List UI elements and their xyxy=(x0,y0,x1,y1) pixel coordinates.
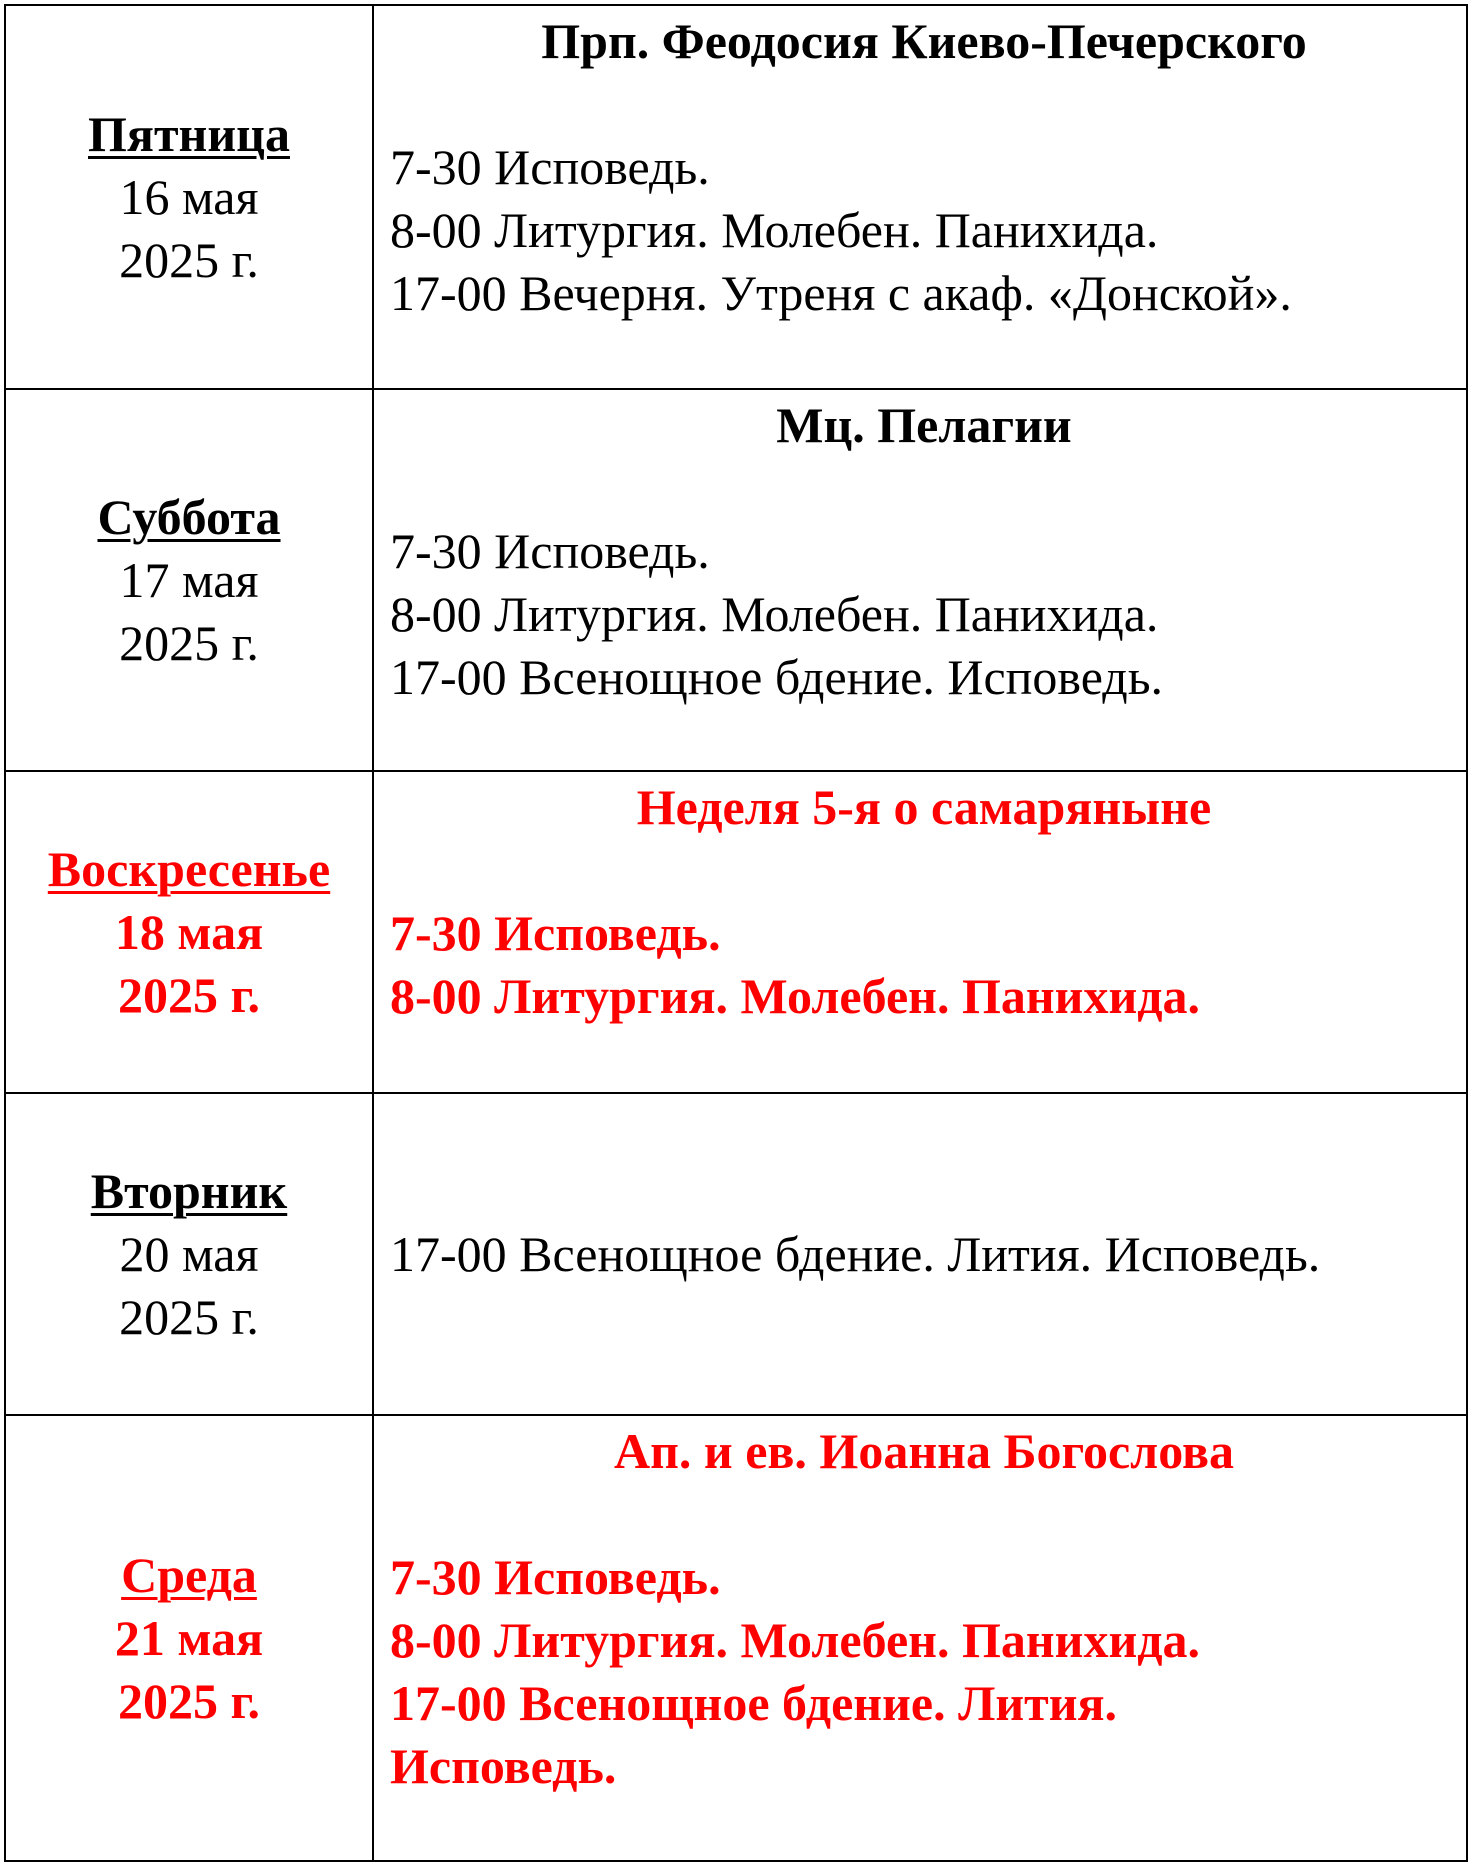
schedule-row xyxy=(5,771,1467,1093)
service-line: 7-30 Исповедь. xyxy=(390,523,710,579)
schedule-row xyxy=(5,5,1467,389)
service-line: 17-00 Всенощное бдение. Лития. xyxy=(390,1675,1118,1731)
day-name: Воскресенье xyxy=(47,840,331,897)
day-cell xyxy=(5,389,373,771)
day-date: 18 мая xyxy=(114,903,264,960)
day-name: Пятница xyxy=(88,105,290,162)
service-line: 8-00 Литургия. Молебен. Панихида. xyxy=(390,968,1201,1024)
day-cell xyxy=(5,771,373,1093)
service-cell xyxy=(373,389,1467,771)
day-date: 17 мая xyxy=(119,551,259,608)
service-cell xyxy=(373,771,1467,1093)
service-line: 8-00 Литургия. Молебен. Панихида. xyxy=(390,202,1159,258)
feast-title: Ап. и ев. Иоанна Богослова xyxy=(614,1423,1234,1479)
service-cell xyxy=(373,5,1467,389)
service-line: 7-30 Исповедь. xyxy=(390,905,721,961)
service-line: Исповедь. xyxy=(390,1738,617,1794)
day-name: Среда xyxy=(121,1546,257,1603)
day-cell xyxy=(5,1415,373,1861)
service-line: 8-00 Литургия. Молебен. Панихида. xyxy=(390,1612,1201,1668)
day-year: 2025 г. xyxy=(117,966,261,1023)
feast-title: Неделя 5-я о самаряныне xyxy=(636,779,1212,835)
day-cell xyxy=(5,1093,373,1415)
service-cell xyxy=(373,1415,1467,1861)
day-date: 21 мая xyxy=(114,1609,264,1666)
day-cell xyxy=(5,5,373,389)
day-year: 2025 г. xyxy=(119,231,259,288)
service-line: 17-00 Вечерня. Утреня с акаф. «Донской». xyxy=(390,265,1292,321)
day-name: Вторник xyxy=(90,1162,288,1219)
service-line: 8-00 Литургия. Молебен. Панихида. xyxy=(390,586,1159,642)
schedule-row xyxy=(5,389,1467,771)
service-line: 7-30 Исповедь. xyxy=(390,139,710,195)
feast-title: Прп. Феодосия Киево-Печерского xyxy=(541,13,1307,69)
schedule-row xyxy=(5,1093,1467,1415)
service-line: 17-00 Всенощное бдение. Лития. Исповедь. xyxy=(390,1225,1321,1282)
day-name: Суббота xyxy=(97,488,281,545)
service-line: 7-30 Исповедь. xyxy=(390,1549,721,1605)
day-date: 20 мая xyxy=(119,1225,259,1282)
schedule-row xyxy=(5,1415,1467,1861)
service-cell xyxy=(373,1093,1467,1415)
day-year: 2025 г. xyxy=(119,614,259,671)
feast-title: Мц. Пелагии xyxy=(776,397,1072,453)
schedule-table xyxy=(4,4,1468,1862)
service-line: 17-00 Всенощное бдение. Исповедь. xyxy=(390,649,1163,705)
day-year: 2025 г. xyxy=(117,1672,261,1729)
day-year: 2025 г. xyxy=(119,1288,259,1345)
day-date: 16 мая xyxy=(119,168,259,225)
